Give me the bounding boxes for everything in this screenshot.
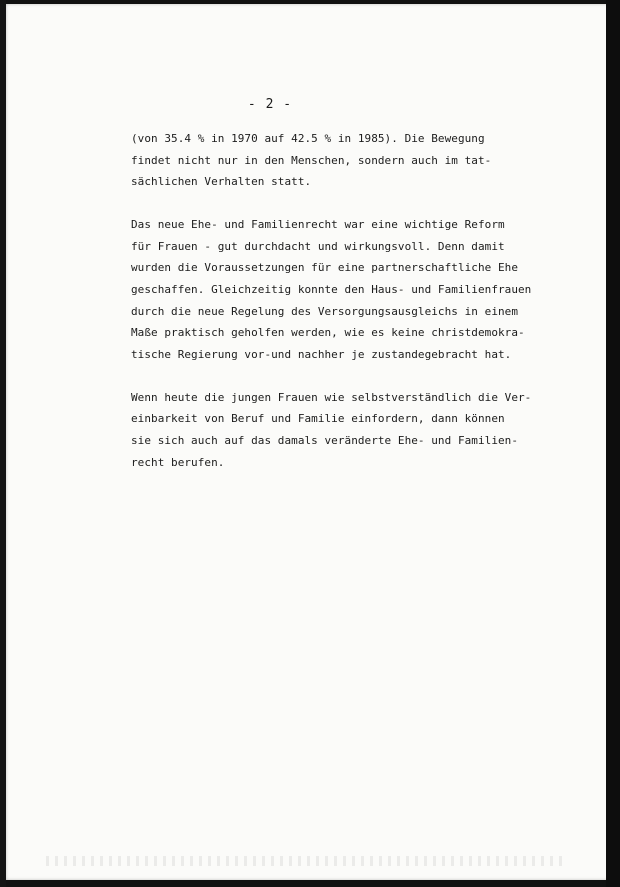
- text-line: tische Regierung vor-und nachher je zustandegebracht hat.: [131, 347, 512, 361]
- text-line: geschaffen. Gleichzeitig konnte den Haus- und Familienfrauen: [131, 282, 532, 296]
- text-line: durch die neue Regelung des Versorgungsausgleichs in einem: [131, 304, 519, 318]
- text-line: wurden die Voraussetzungen für eine partnerschaftliche Ehe: [131, 261, 519, 275]
- text-line: Wenn heute die jungen Frauen wie selbstverständlich die Ver-: [131, 390, 532, 404]
- text-line: einbarkeit von Beruf und Familie einfordern, dann können: [131, 412, 505, 426]
- text-line: für Frauen - gut durchdacht und wirkungsvoll. Denn damit: [131, 239, 505, 253]
- page-number: - 2 -: [247, 97, 293, 112]
- text-line: Maße praktisch geholfen werden, wie es keine christdemokra-: [131, 326, 525, 340]
- document-body: [131, 128, 571, 494]
- scan-border-right: [606, 0, 620, 887]
- paragraph-1: [131, 128, 571, 193]
- text-line: sächlichen Verhalten statt.: [131, 175, 312, 189]
- text-line: Das neue Ehe- und Familienrecht war eine wichtige Reform: [131, 218, 505, 232]
- text-line: findet nicht nur in den Menschen, sondern auch im tat-: [131, 153, 492, 167]
- text-line: sie sich auch auf das damals veränderte Ehe- und Familien-: [131, 433, 519, 447]
- text-line: (von 35.4 % in 1970 auf 42.5 % in 1985). Die Bewegung: [131, 132, 485, 145]
- paragraph-3: [131, 387, 571, 473]
- scan-artifact: [46, 856, 566, 866]
- text-line: recht berufen.: [131, 455, 225, 469]
- paragraph-2: [131, 214, 571, 365]
